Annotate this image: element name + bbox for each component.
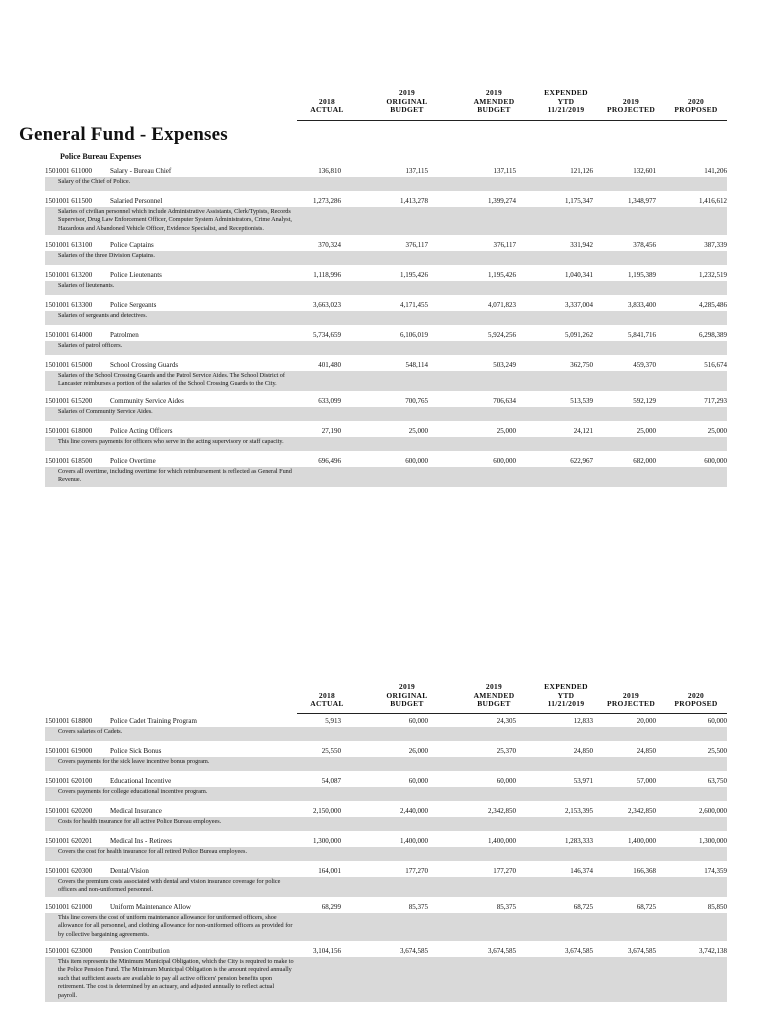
account-number: 1501001 611000 (45, 167, 92, 175)
line-item-name: Community Service Aides (110, 397, 184, 405)
description-text: Salaries of civilian personnel which include Administrative Assistants, Clerk/Typists, Records Supervisor, Drug Law Enforcement Officer, Computer System Administrators, Crime Analyst, Hazardous and Abandoned Vehicle Officer, Evidence Specialist, and Receptionists. (58, 208, 292, 232)
account-number: 1501001 618500 (45, 457, 93, 465)
amount-cell: 63,750 (707, 777, 727, 785)
account-number: 1501001 619000 (45, 747, 93, 755)
table-row (45, 299, 727, 311)
amount-cell: 54,087 (321, 777, 341, 785)
table-row (45, 715, 727, 727)
line-item-name: Salaried Personnel (110, 197, 163, 205)
amount-cell: 1,300,000 (313, 837, 341, 845)
amount-cell: 401,480 (318, 361, 341, 369)
line-item-description (45, 847, 727, 861)
description-text: Salaries of sergeants and detectives. (58, 312, 148, 319)
amount-cell: 1,195,426 (488, 271, 516, 279)
amount-cell: 1,400,000 (488, 837, 516, 845)
line-item-name: Pension Contribution (110, 947, 170, 955)
amount-cell: 85,375 (496, 903, 516, 911)
amount-cell: 5,734,659 (313, 331, 341, 339)
account-number: 1501001 613300 (45, 301, 93, 309)
header-col (287, 692, 367, 709)
header-label: 2019 (485, 88, 503, 98)
table-row (45, 865, 727, 877)
line-item-name: Medical Insurance (110, 807, 162, 815)
description-text: Salaries of lieutenants. (58, 282, 115, 289)
amount-cell: 57,000 (636, 777, 656, 785)
table-row (45, 455, 727, 467)
amount-cell: 60,000 (496, 777, 516, 785)
line-item-description (45, 957, 727, 1002)
description-text: Salaries of the three Division Captains. (58, 252, 155, 259)
amount-cell: 24,305 (496, 717, 516, 725)
amount-cell: 3,674,585 (400, 947, 428, 955)
header-label: YTD (557, 690, 575, 700)
account-number: 1501001 620100 (45, 777, 93, 785)
amount-cell: 137,115 (405, 167, 428, 175)
amount-cell: 121,126 (570, 167, 593, 175)
amount-cell: 146,374 (570, 867, 593, 875)
amount-cell: 633,099 (318, 397, 341, 405)
description-text: Covers all overtime, including overtime for which reimbursement is reflected as General Fund Revenue. (58, 468, 292, 484)
header-label: BUDGET (477, 105, 511, 115)
line-item-name: Uniform Maintenance Allow (110, 903, 191, 911)
amount-cell: 166,368 (633, 867, 656, 875)
header-label: AMENDED (473, 96, 515, 106)
amount-cell: 6,106,019 (400, 331, 428, 339)
header-col (454, 89, 534, 115)
amount-cell: 2,150,000 (313, 807, 341, 815)
table-row (45, 329, 727, 341)
line-item-name: Dental/Vision (110, 867, 149, 875)
amount-cell: 20,000 (636, 717, 656, 725)
amount-cell: 24,850 (573, 747, 593, 755)
column-header (0, 673, 768, 713)
amount-cell: 26,000 (408, 747, 428, 755)
amount-cell: 132,601 (633, 167, 656, 175)
line-item-description (45, 251, 727, 265)
header-label: 2019 (398, 88, 416, 98)
header-col (656, 692, 736, 709)
amount-cell: 24,850 (636, 747, 656, 755)
line-item-name: Police Sergeants (110, 301, 157, 309)
amount-cell: 592,129 (633, 397, 656, 405)
header-label: PROPOSED (674, 105, 718, 115)
line-item-description (45, 341, 727, 355)
table-row (45, 835, 727, 847)
line-item-description (45, 467, 727, 487)
amount-cell: 2,153,395 (565, 807, 593, 815)
line-item-name: Police Sick Bonus (110, 747, 162, 755)
amount-cell: 25,000 (707, 427, 727, 435)
account-number: 1501001 618800 (45, 717, 93, 725)
account-number: 1501001 620200 (45, 807, 93, 815)
amount-cell: 27,190 (321, 427, 341, 435)
header-col (367, 89, 447, 115)
amount-cell: 331,942 (570, 241, 593, 249)
description-text: Covers payments for the sick leave incentive bonus program. (58, 758, 210, 765)
line-item-description (45, 207, 727, 235)
line-item-name: Police Cadet Training Program (110, 717, 197, 725)
amount-cell: 68,725 (636, 903, 656, 911)
account-number: 1501001 613100 (45, 241, 93, 249)
amount-cell: 85,375 (408, 903, 428, 911)
header-label: EXPENDED (544, 682, 588, 692)
amount-cell: 25,000 (636, 427, 656, 435)
line-item-description (45, 757, 727, 771)
header-label: 2019 (622, 690, 640, 700)
amount-cell: 164,001 (318, 867, 341, 875)
amount-cell: 5,841,716 (628, 331, 656, 339)
line-item-description (45, 177, 727, 191)
description-text: Covers payments for college educational incentive program. (58, 788, 208, 795)
amount-cell: 1,348,977 (628, 197, 656, 205)
line-item-name: Salary - Bureau Chief (110, 167, 172, 175)
line-item-description (45, 877, 727, 897)
line-item-description (45, 437, 727, 451)
table-row (45, 165, 727, 177)
amount-cell: 3,104,156 (313, 947, 341, 955)
header-label: AMENDED (473, 690, 515, 700)
amount-cell: 60,000 (707, 717, 727, 725)
amount-cell: 3,674,585 (565, 947, 593, 955)
line-item-description (45, 727, 727, 741)
table-row (45, 425, 727, 437)
description-text: Salary of the Chief of Police. (58, 178, 131, 185)
account-number: 1501001 623000 (45, 947, 93, 955)
line-item-description (45, 281, 727, 295)
table-row (45, 359, 727, 371)
amount-cell: 141,206 (704, 167, 727, 175)
section-title: Police Bureau Expenses (60, 152, 142, 161)
line-item-description (45, 311, 727, 325)
description-text: Salaries of patrol officers. (58, 342, 123, 349)
line-item-name: Educational Incentive (110, 777, 172, 785)
description-text: Covers the cost for health insurance for all retired Police Bureau employees. (58, 848, 247, 855)
page-title: General Fund - Expenses (19, 124, 228, 145)
amount-cell: 177,270 (493, 867, 516, 875)
line-item-description (45, 371, 727, 391)
amount-cell: 1,300,000 (699, 837, 727, 845)
line-item-name: Medical Ins - Retirees (110, 837, 173, 845)
amount-cell: 68,299 (321, 903, 341, 911)
description-text: This line covers payments for officers who serve in the acting supervisory or staff capacity. (58, 438, 284, 445)
amount-cell: 4,285,486 (699, 301, 727, 309)
amount-cell: 362,750 (570, 361, 593, 369)
header-label: PROPOSED (674, 699, 718, 709)
amount-cell: 68,725 (573, 903, 593, 911)
table-row (45, 901, 727, 913)
header-rule (297, 120, 727, 121)
amount-cell: 2,342,850 (488, 807, 516, 815)
line-item-description (45, 913, 727, 941)
amount-cell: 548,114 (405, 361, 428, 369)
amount-cell: 1,413,278 (400, 197, 428, 205)
table-row (45, 239, 727, 251)
account-number: 1501001 613200 (45, 271, 93, 279)
header-label: ORIGINAL (386, 96, 428, 106)
amount-cell: 376,117 (405, 241, 428, 249)
amount-cell: 25,000 (408, 427, 428, 435)
amount-cell: 378,456 (633, 241, 656, 249)
account-number: 1501001 611500 (45, 197, 92, 205)
line-item-name: Police Overtime (110, 457, 156, 465)
header-label: 2018 (318, 690, 336, 700)
amount-cell: 387,339 (704, 241, 727, 249)
header-col (287, 98, 367, 115)
description-text: This line covers the cost of uniform maintenance allowance for uniformed officers, shoe allowance for all personnel, and clothing allowance for non-uniformed officers as provided for by collective bargaining agreements. (58, 914, 293, 938)
amount-cell: 174,359 (704, 867, 727, 875)
amount-cell: 1,175,347 (565, 197, 593, 205)
amount-cell: 717,293 (704, 397, 727, 405)
description-text: Covers salaries of Cadets. (58, 728, 123, 735)
line-item-description (45, 817, 727, 831)
amount-cell: 1,400,000 (628, 837, 656, 845)
header-label: 2020 (687, 690, 705, 700)
amount-cell: 1,040,341 (565, 271, 593, 279)
header-label: BUDGET (477, 699, 511, 709)
account-number: 1501001 621000 (45, 903, 93, 911)
amount-cell: 516,674 (704, 361, 727, 369)
header-label: 2019 (398, 682, 416, 692)
amount-cell: 136,810 (318, 167, 341, 175)
amount-cell: 60,000 (408, 717, 428, 725)
amount-cell: 600,000 (493, 457, 516, 465)
description-text: Covers the premium costs associated with dental and vision insurance coverage for police officers and non-uniformed personnel. (58, 878, 281, 894)
amount-cell: 459,370 (633, 361, 656, 369)
amount-cell: 2,440,000 (400, 807, 428, 815)
amount-cell: 1,195,426 (400, 271, 428, 279)
amount-cell: 370,324 (318, 241, 341, 249)
amount-cell: 3,833,400 (628, 301, 656, 309)
amount-cell: 137,115 (493, 167, 516, 175)
amount-cell: 85,850 (707, 903, 727, 911)
amount-cell: 25,500 (707, 747, 727, 755)
amount-cell: 513,539 (570, 397, 593, 405)
header-label: PROJECTED (606, 699, 656, 709)
amount-cell: 5,091,262 (565, 331, 593, 339)
amount-cell: 2,600,000 (699, 807, 727, 815)
amount-cell: 1,400,000 (400, 837, 428, 845)
amount-cell: 682,000 (633, 457, 656, 465)
amount-cell: 1,195,389 (628, 271, 656, 279)
header-label: ACTUAL (310, 699, 344, 709)
amount-cell: 4,071,823 (488, 301, 516, 309)
amount-cell: 600,000 (405, 457, 428, 465)
amount-cell: 1,232,519 (699, 271, 727, 279)
table-row (45, 805, 727, 817)
header-label: PROJECTED (606, 105, 656, 115)
table-row (45, 945, 727, 957)
line-item-name: School Crossing Guards (110, 361, 179, 369)
amount-cell: 5,924,256 (488, 331, 516, 339)
line-item-name: Patrolmen (110, 331, 139, 339)
account-number: 1501001 614000 (45, 331, 93, 339)
amount-cell: 25,370 (496, 747, 516, 755)
header-label: 11/21/2019 (547, 105, 585, 115)
line-item-name: Police Lieutenants (110, 271, 162, 279)
amount-cell: 53,971 (573, 777, 593, 785)
amount-cell: 706,634 (493, 397, 516, 405)
account-number: 1501001 615000 (45, 361, 93, 369)
header-rule (297, 713, 727, 714)
amount-cell: 3,663,023 (313, 301, 341, 309)
amount-cell: 24,121 (573, 427, 593, 435)
amount-cell: 376,117 (493, 241, 516, 249)
amount-cell: 700,765 (405, 397, 428, 405)
header-label: 2019 (622, 96, 640, 106)
amount-cell: 4,171,455 (400, 301, 428, 309)
description-text: This item represents the Minimum Municipal Obligation, which the City is required to make to the Police Pension Fund. The Minimum Municipal Obligation is the amount required annually such that sufficient assets are available to pay all active officers' pension benefits upon retirement. The cost is determined by an actuary, and adjusted annually to reflect actual payroll. (58, 958, 294, 999)
header-label: ORIGINAL (386, 690, 428, 700)
amount-cell: 60,000 (408, 777, 428, 785)
line-item-description (45, 407, 727, 421)
amount-cell: 25,550 (321, 747, 341, 755)
header-label: BUDGET (390, 699, 424, 709)
amount-cell: 1,416,612 (699, 197, 727, 205)
amount-cell: 1,283,333 (565, 837, 593, 845)
amount-cell: 5,913 (325, 717, 341, 725)
description-text: Salaries of Community Service Aides. (58, 408, 153, 415)
header-label: 2019 (485, 682, 503, 692)
header-label: ACTUAL (310, 105, 344, 115)
table-row (45, 395, 727, 407)
amount-cell: 1,118,996 (313, 271, 341, 279)
account-number: 1501001 618000 (45, 427, 93, 435)
description-text: Costs for health insurance for all active Police Bureau employees. (58, 818, 222, 825)
amount-cell: 600,000 (704, 457, 727, 465)
header-label: BUDGET (390, 105, 424, 115)
amount-cell: 177,270 (405, 867, 428, 875)
header-label: YTD (557, 96, 575, 106)
account-number: 1501001 620201 (45, 837, 93, 845)
header-col (367, 683, 447, 709)
amount-cell: 6,298,389 (699, 331, 727, 339)
amount-cell: 3,674,585 (628, 947, 656, 955)
table-row (45, 195, 727, 207)
header-label: 2018 (318, 96, 336, 106)
amount-cell: 503,249 (493, 361, 516, 369)
account-number: 1501001 615200 (45, 397, 93, 405)
line-item-name: Police Captains (110, 241, 154, 249)
amount-cell: 696,496 (318, 457, 341, 465)
amount-cell: 2,342,850 (628, 807, 656, 815)
amount-cell: 12,833 (573, 717, 593, 725)
amount-cell: 1,399,274 (488, 197, 516, 205)
amount-cell: 25,000 (496, 427, 516, 435)
amount-cell: 1,273,286 (313, 197, 341, 205)
table-row (45, 269, 727, 281)
account-number: 1501001 620300 (45, 867, 93, 875)
header-label: EXPENDED (544, 88, 588, 98)
table-row (45, 775, 727, 787)
column-header (0, 79, 768, 119)
line-item-description (45, 787, 727, 801)
header-label: 11/21/2019 (547, 699, 585, 709)
amount-cell: 622,967 (570, 457, 593, 465)
line-item-name: Police Acting Officers (110, 427, 173, 435)
amount-cell: 3,742,138 (699, 947, 727, 955)
table-row (45, 745, 727, 757)
amount-cell: 3,674,585 (488, 947, 516, 955)
header-col (454, 683, 534, 709)
header-col (656, 98, 736, 115)
amount-cell: 3,337,004 (565, 301, 593, 309)
description-text: Salaries of the School Crossing Guards and the Patrol Service Aides. The School District of Lancaster reimburses a portion of the salaries of the School Crossing Guards to the City. (58, 372, 285, 388)
header-label: 2020 (687, 96, 705, 106)
